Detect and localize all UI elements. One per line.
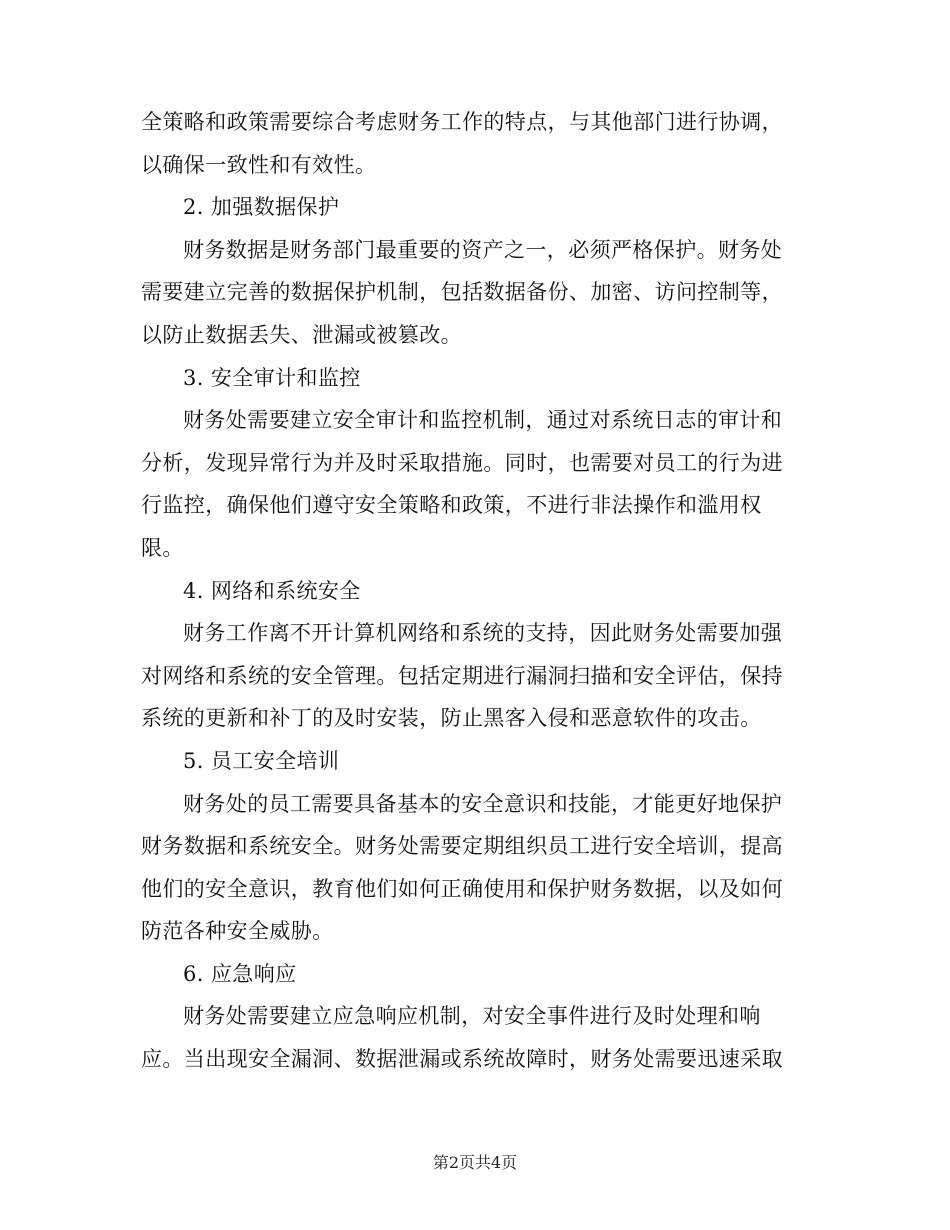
text-line: 需要建立完善的数据保护机制，包括数据备份、加密、访问控制等， (141, 280, 783, 305)
text-line: 分析，发现异常行为并及时采取措施。同时，也需要对员工的行为进 (141, 450, 783, 475)
section-heading: 2. 加强数据保护 (183, 195, 340, 220)
section-heading: 4. 网络和系统安全 (183, 578, 361, 603)
text-line: 限。 (141, 535, 184, 560)
text-line: 系统的更新和补丁的及时安装，防止黑客入侵和恶意软件的攻击。 (141, 706, 762, 731)
text-line: 财务处需要建立安全审计和监控机制，通过对系统日志的审计和 (183, 408, 783, 433)
text-line: 以确保一致性和有效性。 (141, 152, 377, 177)
text-line: 财务数据和系统安全。财务处需要定期组织员工进行安全培训，提高 (141, 834, 783, 859)
section-heading: 5. 员工安全培训 (183, 748, 340, 773)
text-line: 对网络和系统的安全管理。包括定期进行漏洞扫描和安全评估，保持 (141, 663, 783, 688)
document-body (141, 101, 801, 1081)
text-line: 全策略和政策需要综合考虑财务工作的特点，与其他部门进行协调， (141, 110, 783, 134)
text-line: 财务数据是财务部门最重要的资产之一，必须严格保护。财务处 (183, 237, 783, 262)
section-heading: 3. 安全审计和监控 (183, 365, 361, 390)
page-number-footer: 第2页共4页 (432, 1153, 518, 1172)
text-line: 行监控，确保他们遵守安全策略和政策，不进行非法操作和滥用权 (141, 493, 762, 518)
text-line: 财务处的员工需要具备基本的安全意识和技能，才能更好地保护 (183, 791, 783, 816)
text-line: 应。当出现安全漏洞、数据泄漏或系统故障时，财务处需要迅速采取 (141, 1047, 783, 1072)
section-heading: 6. 应急响应 (183, 961, 297, 986)
text-line: 防范各种安全威胁。 (141, 919, 334, 944)
text-line: 财务工作离不开计算机网络和系统的支持，因此财务处需要加强 (183, 621, 783, 646)
text-line: 他们的安全意识，教育他们如何正确使用和保护财务数据，以及如何 (141, 876, 783, 901)
text-line: 财务处需要建立应急响应机制，对安全事件进行及时处理和响 (183, 1004, 761, 1029)
text-line: 以防止数据丢失、泄漏或被篡改。 (141, 322, 462, 347)
